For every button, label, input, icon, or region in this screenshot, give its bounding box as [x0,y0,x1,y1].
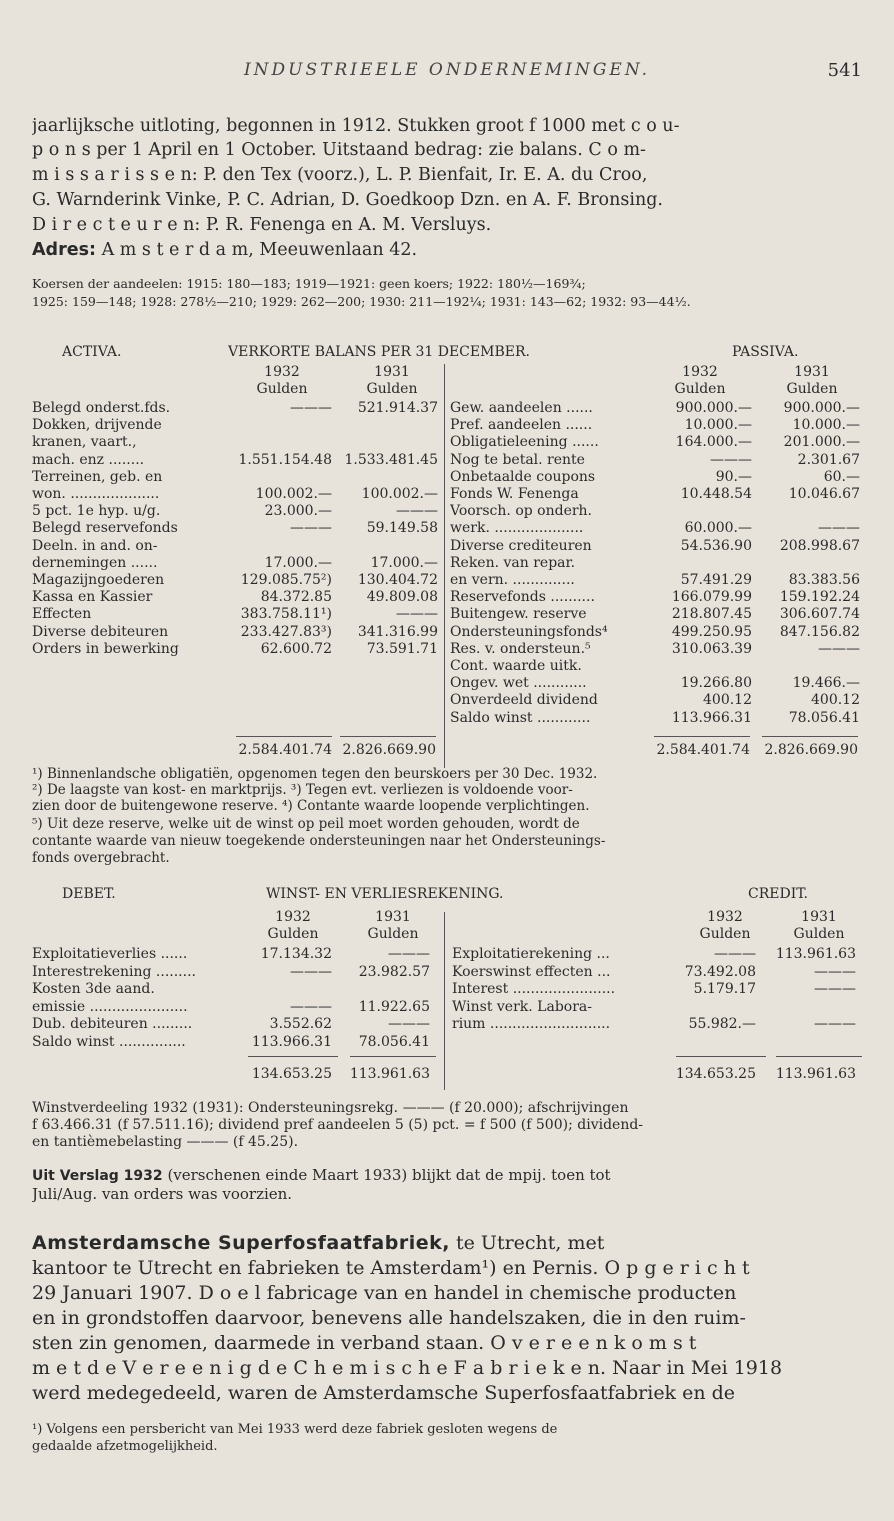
passiva-row-value-1931: 159.192.24 [779,589,860,606]
debet-row-value-1931: 78.056.41 [358,1034,430,1050]
passiva-row-value-1931: 400.12 [811,692,860,709]
debet-row-label: Interestrekening ......... [32,963,196,980]
passiva-row-label: werk. .................... [450,520,584,537]
activa-row-label: won. .................... [32,486,160,502]
passiva-row-value-1932: 499.250.95 [671,623,752,640]
activa-row-label: kranen, vaart., [32,434,137,451]
credit-row-value-1931: ——— [814,1016,856,1033]
credit-row-label: Winst verk. Labora- [452,998,592,1015]
passiva-unit-1932: Gulden [674,381,726,397]
passiva-row-value-1931: 19.466.— [792,675,860,692]
debet-sum-rule-1931 [350,1056,436,1057]
credit-year-1932: 1932 [707,909,743,925]
activa-row-value-1931: 49.809.08 [366,589,438,606]
footnote-3: zien door de buitengewone reserve. ⁴) Contante waarde loopende verplichtingen. [32,798,590,814]
activa-row-label: Deeln. in and. on- [32,537,158,554]
passiva-row-value-1932: 10.448.54 [680,486,752,502]
winstverdeeling-line-3: en tantièmebelasting ——— (f 45.25). [32,1134,299,1150]
debet-row-label: Exploitatieverlies ...... [32,946,188,962]
passiva-row-value-1931: 2.301.67 [797,451,860,468]
debet-row-value-1932: ——— [290,963,332,980]
passiva-total-1932: 2.584.401.74 [656,742,750,758]
activa-row-label: Belegd reservefonds [32,520,178,537]
passiva-row-label: Onverdeeld dividend [450,692,598,709]
debet-row-value-1931: ——— [388,1016,430,1033]
passiva-row-value-1932: 164.000.— [675,434,752,451]
passiva-sum-rule-1932 [654,736,750,737]
passiva-total-1931: 2.826.669.90 [764,742,858,758]
passiva-row-value-1932: 218.807.45 [671,606,752,623]
balance-title: VERKORTE BALANS PER 31 DECEMBER. [228,344,530,360]
activa-total-1931: 2.826.669.90 [342,742,436,758]
credit-label: CREDIT. [748,886,808,902]
activa-row-value-1931: 100.002.— [361,486,438,502]
debet-row-value-1932: 113.966.31 [251,1034,332,1050]
verslag-line-2: Juli/Aug. van orders was voorzien. [32,1185,293,1203]
passiva-row-label: en vern. .............. [450,572,575,588]
activa-row-value-1931: ——— [396,606,438,623]
passiva-row-value-1932: 900.000.— [675,400,752,416]
bottom-footnote-line-1: ¹) Volgens een persbericht van Mei 1933 werd deze fabriek gesloten wegens de [32,1422,558,1437]
passiva-row-label: Cont. waarde uitk. [450,658,582,674]
passiva-sum-rule-1931 [762,736,858,737]
passiva-row-label: Nog te betal. rente [450,451,585,468]
passiva-row-label: Onbetaalde coupons [450,468,596,485]
debet-row-label: Dub. debiteuren ......... [32,1016,193,1033]
passiva-row-value-1931: 10.046.67 [788,486,860,502]
credit-row-label: Koerswinst effecten ... [452,963,611,980]
activa-row-value-1931: 341.316.99 [357,623,438,640]
activa-row-value-1931: 73.591.71 [366,640,438,657]
passiva-row-value-1931: 10.000.— [792,417,860,434]
activa-row-value-1931: 1.533.481.45 [344,451,438,468]
passiva-row-value-1932: 19.266.80 [680,675,752,692]
activa-row-value-1932: 100.002.— [255,486,332,502]
debet-sum-rule-1932 [248,1056,338,1057]
activa-row-value-1931: ——— [396,503,438,520]
passiva-row-value-1931: ——— [818,520,860,537]
activa-row-value-1931: 521.914.37 [357,400,438,416]
activa-year-1931: 1931 [374,364,410,380]
debet-row-value-1931: ——— [388,946,430,962]
winst-title: WINST- EN VERLIESREKENING. [266,886,504,902]
credit-row-value-1932: 5.179.17 [693,981,756,998]
company-name: Amsterdamsche Superfosfaatfabriek, [32,1232,450,1254]
debet-label: DEBET. [62,886,116,902]
koersen-line-2: 1925: 159—148; 1928: 278½—210; 1929: 262—200; 1930: 211—192¼; 1931: 143—62; 1932: 93—44½. [32,294,691,309]
activa-row-label: Belegd onderst.fds. [32,400,171,416]
activa-row-value-1932: 129.085.75²) [240,572,332,588]
activa-year-1932: 1932 [264,364,300,380]
activa-row-value-1932: 17.000.— [264,554,332,571]
passiva-row-label: Voorsch. op onderh. [450,503,593,520]
activa-row-value-1931: 59.149.58 [366,520,438,537]
passiva-row-label: Reken. van repar. [450,554,576,571]
footnote-4: ⁵) Uit deze reserve, welke uit de winst op peil moet worden gehouden, wordt de [32,816,580,832]
activa-label: ACTIVA. [62,344,122,360]
passiva-label: PASSIVA. [732,344,799,360]
credit-row-value-1931: ——— [814,963,856,980]
intro-line-5: D i r e c t e u r e n: P. R. Fenenga en A. M. Versluys. [32,215,492,235]
passiva-row-value-1932: 90.— [715,468,752,485]
passiva-row-label: Buitengew. reserve [450,606,587,623]
debet-row-value-1932: 17.134.32 [260,946,332,962]
credit-row-value-1932: 73.492.08 [684,963,756,980]
activa-unit-1931: Gulden [366,381,418,397]
debet-row-label: Kosten 3de aand. [32,981,155,998]
footnote-1: ¹) Binnenlandsche obligatiën, opgenomen tegen den beurskoers per 30 Dec. 1932. [32,766,598,782]
debet-unit-1931: Gulden [367,926,419,942]
activa-row-label: mach. enz ........ [32,451,145,468]
superfosfaat-line-5: sten zin genomen, daarmede in verband staan. O v e r e e n k o m s t [32,1332,697,1354]
credit-row-value-1931: ——— [814,981,856,998]
passiva-row-value-1932: 60.000.— [684,520,752,537]
activa-row-label: Effecten [32,606,92,623]
footnote-6: fonds overgebracht. [32,850,170,866]
intro-line-2: p o n s per 1 April en 1 October. Uitstaand bedrag: zie balans. C o m- [32,140,646,160]
verslag-text: (verschenen einde Maart 1933) blijkt dat de mpij. toen tot [167,1166,611,1184]
activa-row-label: 5 pct. 1e hyp. u/g. [32,503,161,520]
credit-total-1931: 113.961.63 [775,1066,856,1082]
activa-row-label: Terreinen, geb. en [32,468,163,485]
bottom-footnote-line-2: gedaalde afzetmogelijkheid. [32,1439,218,1454]
koersen-line-1: Koersen der aandeelen: 1915: 180—183; 1919—1921: geen koers; 1922: 180½—169¾; [32,276,586,291]
activa-row-value-1932: 383.758.11¹) [240,606,332,623]
passiva-row-value-1932: 10.000.— [684,417,752,434]
intro-line-3: m i s s a r i s s e n: P. den Tex (voorz.), L. P. Bienfait, Ir. E. A. du Croo, [32,165,648,185]
passiva-row-value-1931: ——— [818,640,860,657]
activa-row-value-1932: 1.551.154.48 [238,451,332,468]
verslag-line-1 [32,1166,864,1186]
activa-row-label: Diverse debiteuren [32,623,169,640]
winst-divider [444,912,445,1090]
passiva-row-label: Fonds W. Fenenga [450,486,579,502]
passiva-row-value-1932: 113.966.31 [671,709,752,726]
debet-row-label: Saldo winst ............... [32,1034,186,1050]
activa-row-value-1932: 84.372.85 [260,589,332,606]
passiva-row-value-1932: 310.063.39 [671,640,752,657]
passiva-row-value-1931: 306.607.74 [779,606,860,623]
credit-sum-rule-1931 [776,1056,862,1057]
passiva-row-value-1931: 78.056.41 [788,709,860,726]
activa-row-label: Dokken, drijvende [32,417,162,434]
passiva-row-label: Diverse crediteuren [450,537,592,554]
activa-row-value-1932: ——— [290,520,332,537]
debet-row-value-1932: 3.552.62 [269,1016,332,1033]
credit-row-label: Interest ....................... [452,981,616,998]
passiva-row-label: Pref. aandeelen ...... [450,417,593,434]
debet-row-value-1931: 23.982.57 [358,963,430,980]
superfosfaat-line-2: kantoor te Utrecht en fabrieken te Amsterdam¹) en Pernis. O p g e r i c h t [32,1257,750,1279]
credit-total-1932: 134.653.25 [675,1066,756,1082]
passiva-row-label: Gew. aandeelen ...... [450,400,593,416]
debet-total-1931: 113.961.63 [349,1066,430,1082]
passiva-row-label: Saldo winst ............ [450,709,591,726]
credit-row-value-1932: ——— [714,946,756,962]
credit-row-label: rium ........................... [452,1016,611,1033]
credit-unit-1932: Gulden [699,926,751,942]
passiva-row-label: Ongev. wet ............ [450,675,587,692]
credit-row-value-1931: 113.961.63 [775,946,856,962]
page-header [0,60,894,90]
activa-row-label: Kassa en Kassier [32,589,153,606]
passiva-row-label: Ondersteuningsfonds⁴ [450,623,608,640]
passiva-row-label: Res. v. ondersteun.⁵ [450,640,591,657]
credit-year-1931: 1931 [801,909,837,925]
passiva-row-label: Reservefonds .......... [450,589,595,606]
passiva-row-value-1931: 60.— [823,468,860,485]
activa-sum-rule-1931 [340,736,436,737]
winstverdeeling-line-1: Winstverdeeling 1932 (1931): Ondersteuningsrekg. ——— (f 20.000); afschrijvingen [32,1100,629,1116]
passiva-row-value-1931: 201.000.— [783,434,860,451]
activa-row-label: Orders in bewerking [32,640,179,657]
passiva-year-1931: 1931 [794,364,830,380]
activa-sum-rule-1932 [236,736,332,737]
passiva-row-value-1932: ——— [710,451,752,468]
activa-row-value-1932: 23.000.— [264,503,332,520]
balance-divider [444,364,445,768]
passiva-row-value-1932: 57.491.29 [680,572,752,588]
credit-row-label: Exploitatierekening ... [452,946,610,962]
debet-unit-1932: Gulden [267,926,319,942]
debet-year-1932: 1932 [275,909,311,925]
superfosfaat-line-6: m e t d e V e r e e n i g d e C h e m i s c h e F a b r i e k e n. Naar in Mei 1918 [32,1357,783,1379]
passiva-row-value-1932: 166.079.99 [671,589,752,606]
winstverdeeling-line-2: f 63.466.31 (f 57.511.16); dividend pref aandeelen 5 (5) pct. = f 500 (f 500); dividend- [32,1117,644,1133]
address-value: A m s t e r d a m, Meeuwenlaan 42. [101,240,418,260]
running-title: INDUSTRIEELE ONDERNEMINGEN. [243,60,651,80]
activa-row-label: Magazijngoederen [32,572,165,588]
activa-row-value-1932: ——— [290,400,332,416]
passiva-row-value-1931: 208.998.67 [779,537,860,554]
footnote-5: contante waarde van nieuw toegekende ondersteuningen naar het Ondersteunings- [32,833,606,849]
activa-row-value-1931: 17.000.— [370,554,438,571]
credit-unit-1931: Gulden [793,926,845,942]
activa-unit-1932: Gulden [256,381,308,397]
superfosfaat-line-7: werd medegedeeld, waren de Amsterdamsche Superfosfaatfabriek en de [32,1382,736,1404]
verslag-label: Uit Verslag 1932 [32,1168,163,1184]
passiva-row-value-1932: 54.536.90 [680,537,752,554]
passiva-unit-1931: Gulden [786,381,838,397]
superfosfaat-line-4: en in grondstoffen daarvoor, benevens alle handelszaken, die in den ruim- [32,1307,746,1329]
credit-sum-rule-1932 [676,1056,766,1057]
passiva-row-value-1931: 847.156.82 [779,623,860,640]
activa-row-value-1932: 62.600.72 [260,640,332,657]
debet-row-value-1932: ——— [290,998,332,1015]
activa-total-1932: 2.584.401.74 [238,742,332,758]
intro-line-4: G. Warnderink Vinke, P. C. Adrian, D. Goedkoop Dzn. en A. F. Bronsing. [32,190,663,210]
passiva-row-value-1932: 400.12 [703,692,752,709]
address-label: Adres: [32,240,96,260]
activa-row-label: dernemingen ...... [32,554,158,571]
footnote-2: ²) De laagste van kost- en marktprijs. ³) Tegen evt. verliezen is voldoende voor- [32,782,573,798]
credit-row-value-1932: 55.982.— [688,1016,756,1033]
passiva-row-value-1931: 900.000.— [783,400,860,416]
page-number: 541 [827,60,862,81]
passiva-row-label: Obligatieleening ...... [450,434,599,451]
intro-line-1: jaarlijksche uitloting, begonnen in 1912. Stukken groot f 1000 met c o u- [32,116,680,136]
company-location: te Utrecht, met [456,1232,605,1254]
superfosfaat-line-3: 29 Januari 1907. D o e l fabricage van en handel in chemische producten [32,1282,737,1304]
debet-row-value-1931: 11.922.65 [358,998,430,1015]
passiva-row-value-1931: 83.383.56 [788,572,860,588]
activa-row-value-1931: 130.404.72 [357,572,438,588]
activa-row-value-1932: 233.427.83³) [240,623,332,640]
superfosfaat-line-1 [32,1231,864,1255]
debet-total-1932: 134.653.25 [251,1066,332,1082]
address-line [32,240,864,261]
debet-row-label: emissie ...................... [32,998,188,1015]
debet-year-1931: 1931 [375,909,411,925]
passiva-year-1932: 1932 [682,364,718,380]
